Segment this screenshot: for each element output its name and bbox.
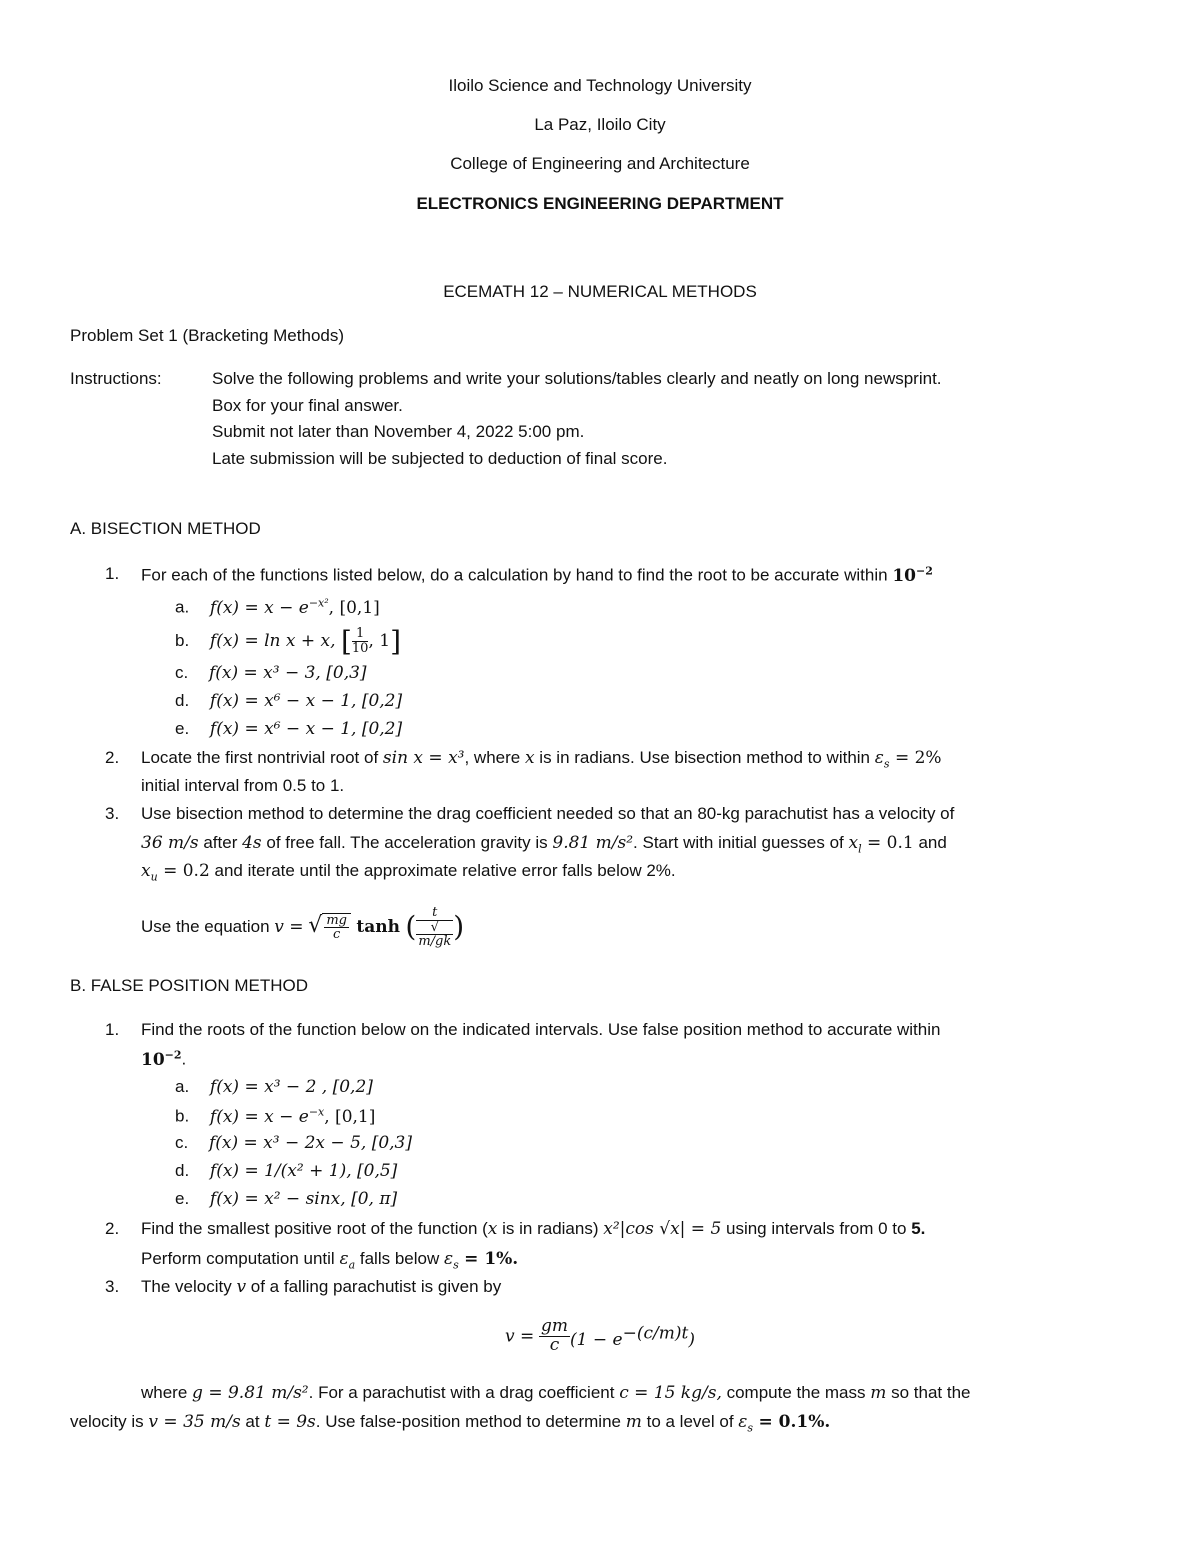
department-name: ELECTRONICS ENGINEERING DEPARTMENT (416, 194, 784, 213)
item-letter: e. (175, 719, 190, 738)
question-b1-line2: $10^{-2}$. (141, 1048, 187, 1070)
question-number: 3. (105, 1277, 120, 1296)
list-item (175, 691, 402, 711)
function-expr: f(x) = x⁶ − x − 1, [0,2] (209, 691, 403, 711)
rhs-exp: −(c/m)t (622, 1323, 689, 1344)
interval: , [0,1] (324, 1106, 376, 1127)
gravity: 9.81 m/s² (552, 833, 634, 853)
text: where (141, 1383, 188, 1402)
epsilon-sub: s (747, 1421, 754, 1435)
list-item (175, 596, 380, 618)
velocity: 36 m/s (141, 833, 199, 853)
question-a3-line2 (141, 833, 947, 855)
tolerance-base: 10 (892, 565, 916, 586)
variable: x (524, 748, 535, 768)
text: after (203, 833, 238, 852)
function-expr: f(x) = 1/(x² + 1), [0,5] (209, 1161, 398, 1181)
lhs: v = (274, 917, 304, 938)
fraction (539, 1318, 570, 1355)
epsilon-sub: s (453, 1258, 459, 1272)
item-letter: e. (175, 1189, 190, 1208)
item-letter: d. (175, 691, 190, 710)
stopping-criterion (874, 748, 942, 771)
question-number: 3. (105, 804, 120, 823)
numerator: gm (541, 1316, 569, 1336)
equation-label: Use the equation (141, 917, 270, 937)
list-item (175, 1077, 373, 1097)
university-location: La Paz, Iloilo City (534, 115, 666, 134)
denominator: 10 (351, 641, 369, 656)
var-sub: u (150, 870, 158, 884)
gravity: g = 9.81 m/s² (192, 1383, 309, 1403)
question-b2-line1 (141, 1219, 925, 1239)
question-b3-line2 (141, 1383, 970, 1403)
text: Locate the first nontrivial root of (141, 748, 379, 767)
epsilon-sub: a (348, 1258, 356, 1272)
question-a2-line1 (141, 748, 942, 770)
list-item (175, 1161, 397, 1181)
upper-bound: 5. (911, 1219, 926, 1238)
function-expr: f(x) = x³ − 2x − 5, [0,3] (208, 1133, 412, 1153)
value: = 0.2 (163, 861, 210, 881)
stopping-criterion (738, 1412, 831, 1435)
text: and (918, 833, 947, 852)
var: x (141, 861, 151, 881)
function-expr: f(x) = x³ − 3, [0,3] (208, 663, 367, 683)
text: velocity is (70, 1412, 144, 1431)
expr: f(x) = x − e (209, 1106, 309, 1127)
function-expr: f(x) = x⁶ − x − 1, [0,2] (209, 719, 403, 739)
equation: sin x = x³ (382, 748, 465, 768)
epsilon: ε (738, 1412, 748, 1432)
stopping-criterion (443, 1249, 519, 1272)
text: The velocity (141, 1277, 232, 1296)
tolerance-exp: −2 (915, 564, 933, 577)
lhs: v = (505, 1326, 535, 1347)
list-item (175, 719, 402, 739)
numerator: mg (326, 912, 347, 928)
value: = 0.1 (867, 833, 914, 853)
drag-coefficient: c = 15 kg/s, (619, 1383, 722, 1403)
rhs: √ $\frac{mg}{c}$ tanh ( t √ m/gk ) (308, 905, 465, 950)
denominator: c (333, 927, 341, 943)
instruction-line: Box for your final answer. (212, 396, 403, 415)
instruction-line: Late submission will be subjected to deduction of final score. (212, 449, 668, 468)
college-name: College of Engineering and Architecture (450, 154, 750, 173)
function-expr: f(x) = x² − sinx, [0, π] (209, 1189, 398, 1209)
tolerance-exp: −2 (164, 1048, 182, 1061)
value: = 1%. (464, 1249, 519, 1269)
text: of a falling parachutist is given by (250, 1277, 502, 1296)
instruction-line: Submit not later than November 4, 2022 5:00 pm. (212, 422, 585, 441)
question-number: 2. (105, 748, 120, 767)
question-number: 1. (105, 1020, 120, 1039)
tanh: tanh (356, 916, 400, 937)
text: is in radians) (502, 1219, 599, 1238)
expr-sup: −x (308, 1105, 325, 1118)
question-a3-line1: Use bisection method to determine the drag coefficient needed so that an 80-kg parachutist has a velocity of (141, 804, 955, 823)
item-letter: c. (175, 663, 189, 682)
text: Perform computation until (141, 1249, 335, 1268)
text: Find the smallest positive root of the function ( (141, 1219, 488, 1238)
tolerance (141, 1050, 182, 1070)
variable: m (870, 1383, 887, 1403)
university-name: Iloilo Science and Technology University (448, 76, 752, 95)
function-expr: f(x) = ln x + x, [ $\frac{1}{10}$ , 1] (209, 625, 402, 658)
question-a2-line2: initial interval from 0.5 to 1. (141, 776, 345, 795)
question-number: 1. (105, 564, 120, 583)
value: = 0.1%. (758, 1412, 831, 1432)
value: = 2% (894, 748, 942, 768)
instructions-label: Instructions: (70, 369, 162, 388)
equation: x²|cos √x| = 5 (603, 1219, 722, 1239)
text: of free fall. The acceleration gravity is (266, 833, 548, 852)
fraction (352, 627, 369, 655)
question-text: For each of the functions listed below, do a calculation by hand to find the root to be accurate within (141, 565, 888, 585)
numerator: t (416, 906, 453, 921)
epsilon-sub: s (883, 757, 890, 771)
rhs (570, 1323, 695, 1350)
time: t = 9s (264, 1412, 316, 1432)
problem-set-title: Problem Set 1 (Bracketing Methods) (70, 326, 345, 345)
epsilon: ε (874, 748, 884, 768)
text: and iterate until the approximate relative error falls below 2%. (214, 861, 676, 880)
rhs-close: ) (688, 1329, 695, 1350)
function-expr: f(x) = x³ − 2 , [0,2] (209, 1077, 373, 1097)
item-letter: b. (175, 631, 190, 650)
function-expr (210, 1107, 375, 1127)
question-number: 2. (105, 1219, 120, 1238)
variable: v (236, 1277, 247, 1297)
equation-b3 (0, 1318, 1200, 1355)
text: falls below (359, 1249, 440, 1268)
section-a-title: A. BISECTION METHOD (70, 519, 261, 538)
function-expr (210, 598, 380, 618)
guess-upper (141, 861, 210, 884)
list-item (175, 663, 367, 683)
sqrt-fraction (322, 913, 351, 942)
item-letter: c. (175, 1133, 189, 1152)
var-sub: l (858, 842, 862, 856)
tanh-argument: t √ m/gk (418, 905, 452, 950)
text: . For a parachutist with a drag coefficient (308, 1383, 615, 1402)
section-b-title: B. FALSE POSITION METHOD (70, 976, 309, 995)
time: 4s (242, 833, 262, 853)
equation-a3 (141, 906, 464, 949)
interval: , [0,1] (328, 597, 380, 618)
var: x (848, 833, 859, 853)
expr: f(x) = ln x + x, (209, 631, 336, 651)
text: so that the (891, 1383, 971, 1402)
tolerance-base: 10 (141, 1049, 165, 1070)
question-b3-line1 (141, 1277, 501, 1297)
question-a1-text (141, 564, 933, 586)
text: , where (464, 748, 521, 767)
item-letter: a. (175, 1077, 190, 1096)
course-title: ECEMATH 12 – NUMERICAL METHODS (443, 282, 757, 301)
instruction-line: Solve the following problems and write your solutions/tables clearly and neatly on long newsprint. (212, 369, 942, 388)
expr: f(x) = x − e (209, 597, 309, 618)
variable: x (487, 1219, 498, 1239)
epsilon: ε (339, 1249, 349, 1269)
text: . Use false-position method to determine (315, 1412, 621, 1431)
bracket-close: ] (390, 625, 402, 658)
numerator: 1 (352, 627, 369, 642)
text: to a level of (646, 1412, 734, 1431)
text: compute the mass (726, 1383, 866, 1402)
text: . Start with initial guesses of (633, 833, 844, 852)
item-letter: d. (175, 1161, 190, 1180)
guess-lower (848, 833, 914, 856)
denominator: c (549, 1334, 560, 1355)
question-b1-line1: Find the roots of the function below on the indicated intervals. Use false position method to accurate within (141, 1020, 941, 1039)
approx-error (339, 1249, 356, 1272)
item-letter: b. (175, 1106, 190, 1126)
question-a3-line3 (141, 861, 676, 883)
text: using intervals from 0 to (726, 1219, 907, 1238)
question-b3-line3 (70, 1412, 830, 1434)
bracket-open: [ (340, 625, 352, 658)
tolerance (892, 566, 933, 586)
velocity: v = 35 m/s (148, 1412, 241, 1432)
text: is in radians. Use bisection method to within (539, 748, 871, 767)
interval: 1 (379, 631, 391, 651)
item-letter: a. (175, 597, 190, 617)
list-item (175, 1189, 397, 1209)
text: at (245, 1412, 260, 1431)
list-item (175, 1133, 412, 1153)
rhs-base: (1 − e (570, 1329, 623, 1350)
expr-sup: −x² (308, 596, 329, 609)
epsilon: ε (443, 1249, 454, 1269)
question-b2-line2 (141, 1249, 518, 1271)
variable: m (625, 1412, 642, 1432)
list-item (175, 1105, 375, 1127)
denominator: m/gk (418, 934, 452, 950)
list-item (175, 625, 401, 658)
